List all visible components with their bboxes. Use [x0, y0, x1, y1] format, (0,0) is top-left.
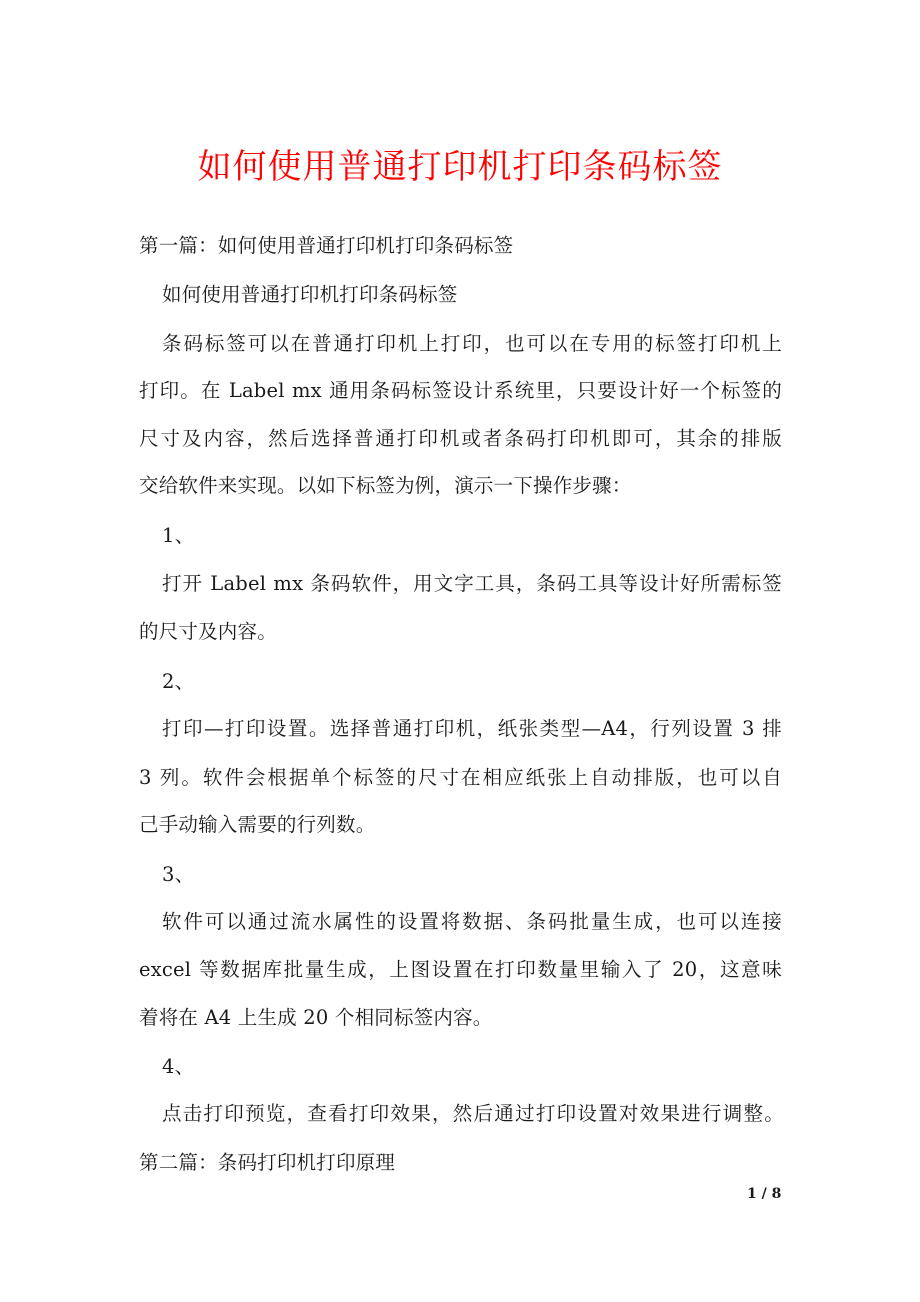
step-number-1: 1、	[162, 524, 195, 547]
paragraph-line: 的尺寸及内容。	[139, 620, 277, 643]
section-heading-1: 第一篇：如何使用普通打印机打印条码标签	[139, 234, 514, 257]
step-number-2: 2、	[162, 670, 195, 693]
paragraph-line: 打印—打印设置。选择普通打印机，纸张类型—A4，行列设置 3 排	[162, 717, 782, 740]
subheading: 如何使用普通打印机打印条码标签	[162, 283, 458, 306]
paragraph-line: 3 列。软件会根据单个标签的尺寸在相应纸张上自动排版，也可以自	[139, 766, 782, 789]
step-number-4: 4、	[162, 1055, 195, 1078]
document-title: 如何使用普通打印机打印条码标签	[197, 147, 723, 187]
paragraph-line: 打印。在 Label mx 通用条码标签设计系统里，只要设计好一个标签的	[139, 379, 782, 402]
step-number-3: 3、	[162, 863, 195, 886]
paragraph-line: 条码标签可以在普通打印机上打印，也可以在专用的标签打印机上	[162, 332, 782, 355]
section-heading-2: 第二篇：条码打印机打印原理	[139, 1151, 396, 1174]
page-number: 1 / 8	[747, 1186, 782, 1202]
paragraph-line: excel 等数据库批量生成，上图设置在打印数量里输入了 20，这意味	[139, 958, 782, 981]
paragraph-line: 己手动输入需要的行列数。	[139, 813, 376, 836]
paragraph-line: 尺寸及内容，然后选择普通打印机或者条码打印机即可，其余的排版	[139, 427, 782, 450]
paragraph-line: 软件可以通过流水属性的设置将数据、条码批量生成，也可以连接	[162, 910, 782, 933]
paragraph-line: 打开 Label mx 条码软件，用文字工具，条码工具等设计好所需标签	[162, 572, 782, 595]
paragraph-line: 点击打印预览，查看打印效果，然后通过打印设置对效果进行调整。	[162, 1102, 784, 1125]
paragraph-line: 着将在 A4 上生成 20 个相同标签内容。	[139, 1006, 493, 1029]
paragraph-line: 交给软件来实现。以如下标签为例，演示一下操作步骤：	[139, 474, 632, 497]
